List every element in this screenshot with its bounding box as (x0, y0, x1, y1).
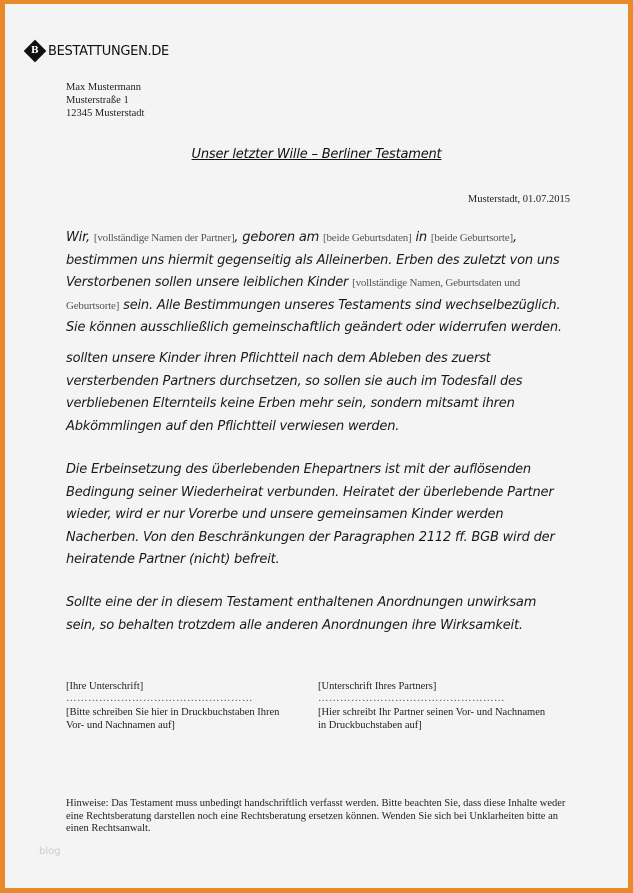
signature-right: [Unterschrift Ihres Partners] …………………………………………… [Hier schreibt Ihr Partner seinen Vor- und Nachnamen in Druckbuchstaben auf] (318, 681, 546, 731)
logo-diamond-icon: B (24, 40, 47, 63)
signature-left: [Ihre Unterschrift] …………………………………………… [Bitte schreiben Sie hier in Druckbuchstaben Ihren Vor- und Nachnamen auf] (66, 681, 280, 731)
legal-note: Hinweise: Das Testament muss unbedingt handschriftlich verfasst werden. Bitte beachten Sie, dass diese Inhalte weder eine Rechtsberatung darstellen noch eine Rechtsberatung ersetzen können. Wenden Sie sich bei Unklarheiten bitte an einen Rechtsanwalt. (66, 798, 566, 834)
paragraph-2: sollten unsere Kinder ihren Pflichtteil nach dem Ableben des zuerst versterbenden Partners durchsetzen, so sollen sie auch im Todesfall des verbliebenen Elternteils keine Erben mehr sein, sondern mitsamt ihren Abkömmlingen auf den Pflichtteil verwiesen werden. (66, 351, 523, 434)
watermark: blog (39, 846, 61, 857)
sender-address: Max Mustermann Musterstraße 1 12345 Musterstadt (66, 82, 145, 119)
place-date: Musterstadt, 01.07.2015 (467, 194, 570, 205)
placeholder: [vollständige Namen, Geburtsdaten und (352, 277, 521, 289)
signature-line: …………………………………………… (318, 693, 505, 704)
placeholder: [vollständige Namen der Partner] (93, 232, 235, 244)
paragraph-3: Die Erbeinsetzung des überlebenden Ehepartners ist mit der auflösenden Bedingung seiner Wiederheirat verbunden. Heiratet der überlebende Partner wieder, wird er nur Vorerbe und unsere gemeinsamen Kinder werden Nacherben. Von den Beschränkungen der Paragraphen 2112 ff. BGB wird der heiratende Partner (nicht) befreit. (66, 462, 555, 567)
placeholder: [beide Geburtsdaten] (323, 232, 412, 244)
document-title: Unser letzter Wille – Berliner Testament (191, 147, 442, 162)
placeholder: Geburtsorte] (66, 299, 120, 312)
document-page (5, 4, 628, 888)
logo-text: BESTATTUNGEN.DE (48, 43, 169, 59)
signature-line: …………………………………………… (66, 693, 253, 704)
placeholder: [beide Geburtsorte] (430, 232, 513, 244)
logo (27, 43, 169, 59)
paragraph-4: Sollte eine der in diesem Testament enthaltenen Anordnungen unwirksam sein, so behalten trotzdem alle anderen Anordnungen ihre Wirksamkeit. (66, 595, 537, 633)
paragraph-1: Wir, [vollständige Namen der Partner], geboren am [beide Geburtsdaten] in [beide Geburtsorte], bestimmen uns hiermit gegenseitig als Alleinerben. Erben des zuletzt von uns Verstorbenen sollen unsere leiblichen Kinder [vollständige Namen, Geburtsdaten und Geburtsorte] sein. Alle Bestimmungen unseres Testaments sind wechselbezüglich. Sie können ausschließlich gemeinschaftlich geändert oder widerrufen werden. (66, 230, 562, 335)
